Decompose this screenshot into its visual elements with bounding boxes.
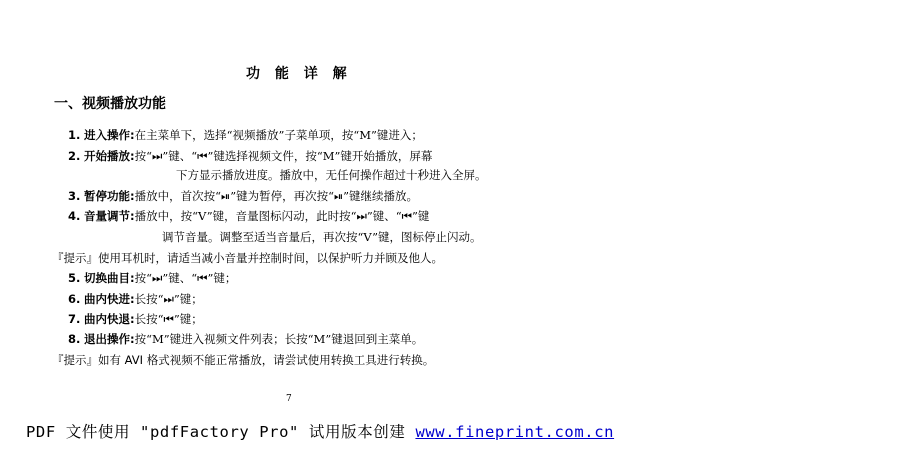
item-label: 进入操作:: [84, 128, 135, 142]
tip-note: 『提示』使用耳机时，请适当减小音量并控制时间，以保护听力并顾及他人。: [52, 251, 443, 265]
item-text: 播放中，首次按“⏯”键为暂停，再次按“⏯”键继续播放。: [134, 189, 419, 203]
item-number: 2.: [68, 149, 81, 163]
item-number: 7.: [68, 312, 81, 326]
list-item: [68, 127, 423, 143]
item-continuation: 调节音量。调整至适当音量后，再次按“V”键，图标停止闪动。: [162, 230, 482, 244]
item-number: 1.: [68, 128, 81, 142]
item-text: 按“⏭”键、“⏮”键；: [134, 271, 237, 285]
list-item: [68, 331, 423, 347]
item-text: 按“M”键进入视频文件列表；长按“M”键退回到主菜单。: [134, 332, 424, 346]
item-label: 暂停功能:: [84, 189, 135, 203]
item-number: 3.: [68, 189, 81, 203]
list-item: [68, 270, 236, 286]
item-text: 播放中，按“V”键，音量图标闪动，此时按“⏭”键、“⏮”键: [134, 209, 430, 223]
item-number: 8.: [68, 332, 81, 346]
item-label: 曲内快退:: [84, 312, 135, 326]
list-item: [68, 291, 203, 307]
tip-note: 『提示』如有 AVI 格式视频不能正常播放，请尝试使用转换工具进行转换。: [52, 353, 435, 367]
item-label: 音量调节:: [84, 209, 135, 223]
list-item: [68, 208, 429, 224]
item-label: 切换曲目:: [84, 271, 135, 285]
item-continuation: 下方显示播放进度。播放中，无任何操作超过十秒进入全屏。: [176, 168, 487, 182]
list-item: [68, 188, 418, 204]
list-item: [68, 311, 203, 327]
pdf-footer: [26, 420, 614, 442]
item-text: 在主菜单下，选择“视频播放”子菜单项，按“M”键进入；: [134, 128, 423, 142]
item-text: 按“⏭”键、“⏮”键选择视频文件，按“M”键开始播放，屏幕: [134, 149, 433, 163]
footer-text: PDF 文件使用 "pdfFactory Pro" 试用版本创建: [26, 423, 416, 441]
item-number: 5.: [68, 271, 81, 285]
item-text: 长按“⏮”键；: [134, 312, 203, 326]
item-label: 开始播放:: [84, 149, 135, 163]
item-number: 4.: [68, 209, 81, 223]
item-number: 6.: [68, 292, 81, 306]
item-label: 退出操作:: [84, 332, 135, 346]
list-item: [68, 148, 432, 164]
footer-link[interactable]: www.fineprint.com.cn: [415, 423, 615, 441]
section-heading: 一、视频播放功能: [54, 96, 166, 112]
item-label: 曲内快进:: [84, 292, 135, 306]
page-number: 7: [286, 394, 292, 404]
item-text: 长按“⏭”键；: [134, 292, 203, 306]
page-title: 功 能 详 解: [246, 66, 352, 82]
